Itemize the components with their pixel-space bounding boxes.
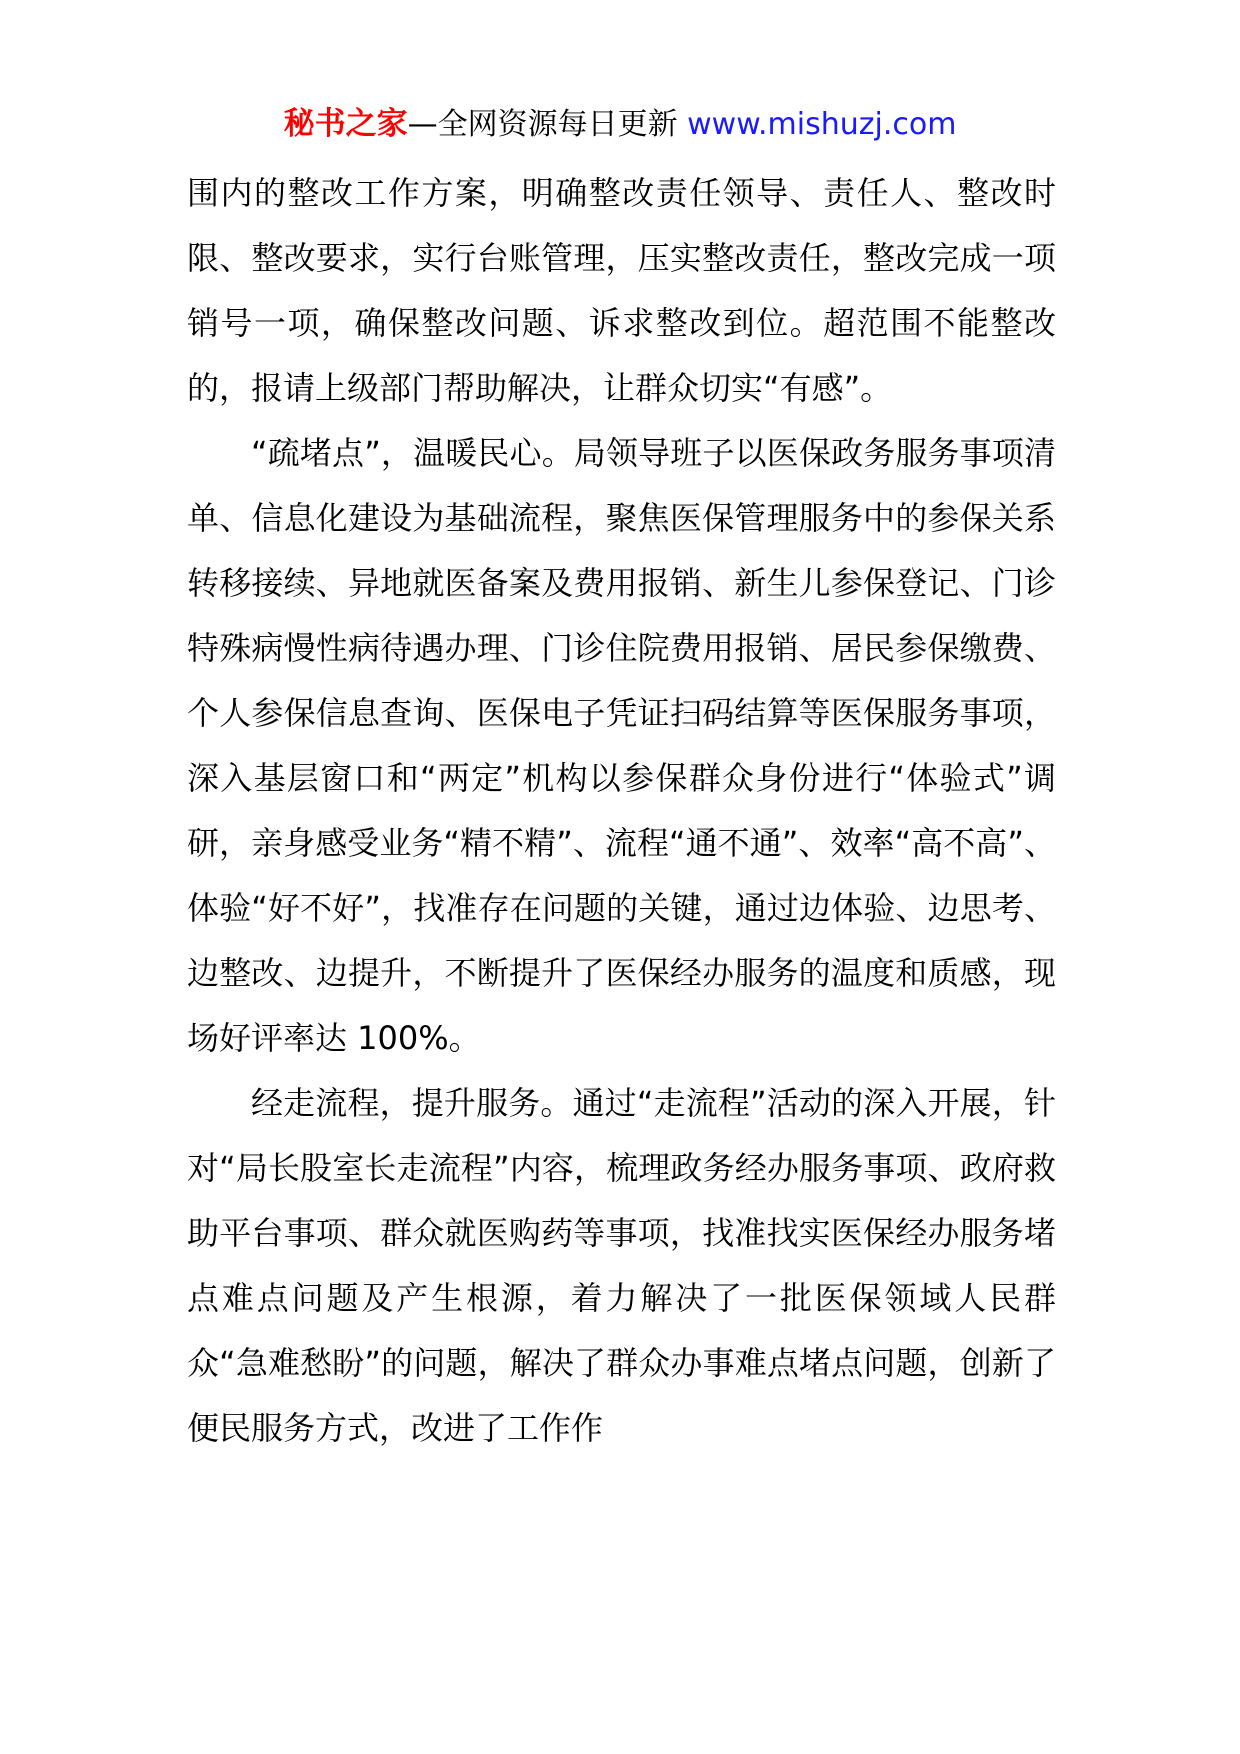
- site-slogan: —全网资源每日更新: [407, 107, 678, 142]
- document-body: [187, 161, 1056, 1461]
- paragraph-walk-process: 经走流程，提升服务。通过“走流程”活动的深入开展，针对“局长股室长走流程”内容，梳理政务经办服务事项、政府救助平台事项、群众就医购药等事项，找准找实医保经办服务堵点难点问题及产生根源，着力解决了一批医保领域人民群众“急难愁盼”的问题，解决了群众办事难点堵点问题，创新了便民服务方式，改进了工作作: [187, 1084, 1056, 1447]
- paragraph-clear-blockages: “疏堵点”，温暖民心。局领导班子以医保政务服务事项清单、信息化建设为基础流程，聚焦医保管理服务中的参保关系转移接续、异地就医备案及费用报销、新生儿参保登记、门诊特殊病慢性病待遇办理、门诊住院费用报销、居民参保缴费、个人参保信息查询、医保电子凭证扫码结算等医保服务事项，深入基层窗口和“两定”机构以参保群众身份进行“体验式”调研，亲身感受业务“精不精”、流程“通不通”、效率“高不高”、体验“好不好”，找准存在问题的关键，通过边体验、边思考、边整改、边提升，不断提升了医保经办服务的温度和质感，现场好评率达 100%。: [187, 434, 1056, 1057]
- site-url[interactable]: www.mishuzj.com: [687, 107, 957, 142]
- paragraph-continued: 围内的整改工作方案，明确整改责任领导、责任人、整改时限、整改要求，实行台账管理，压实整改责任，整改完成一项销号一项，确保整改问题、诉求整改到位。超范围不能整改的，报请上级部门帮助解决，让群众切实“有感”。: [187, 174, 1056, 407]
- page-header: [0, 103, 1240, 146]
- site-brand: 秘书之家: [283, 106, 408, 142]
